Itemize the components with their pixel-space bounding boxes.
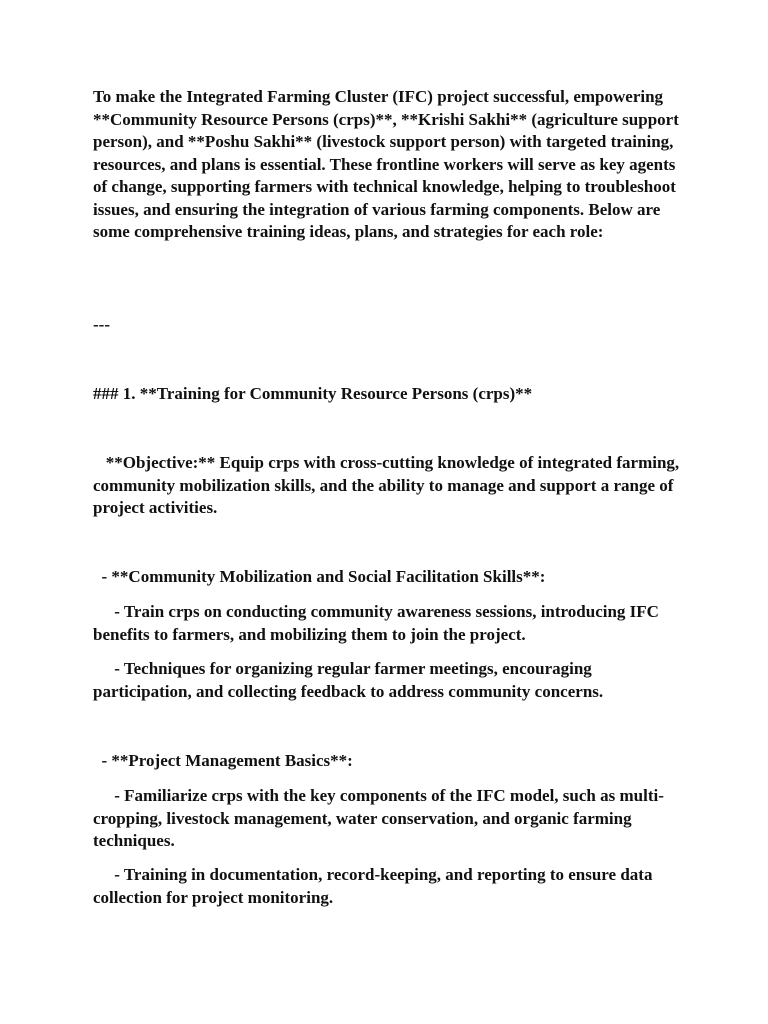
project-management-item-1: - Familiarize crps with the key components of the IFC model, such as multi-cropping, livestock management, water conservation, and organic farming techniques. bbox=[93, 786, 664, 850]
community-mobilization-title: - **Community Mobilization and Social Facilitation Skills**: bbox=[93, 567, 546, 586]
objective-paragraph: **Objective:** Equip crps with cross-cutting knowledge of integrated farming, community mobilization skills, and the ability to manage and support a range of project activities. bbox=[93, 453, 684, 517]
project-management-title: - **Project Management Basics**: bbox=[93, 751, 353, 770]
community-mobilization-item-1: - Train crps on conducting community awareness sessions, introducing IFC benefits to farmers, and mobilizing them to join the project. bbox=[93, 602, 664, 644]
separator: --- bbox=[93, 315, 110, 334]
project-management-item-2: - Training in documentation, record-keeping, and reporting to ensure data collection for project monitoring. bbox=[93, 865, 657, 907]
community-mobilization-item-2: - Techniques for organizing regular farmer meetings, encouraging participation, and collecting feedback to address community concerns. bbox=[93, 659, 604, 701]
intro-paragraph: To make the Integrated Farming Cluster (IFC) project successful, empowering **Community Resource Persons (crps)**, **Krishi Sakhi** (agriculture support person), and **Poshu Sakhi** (livestock support person) with targeted training, resources, and plans is essential. These frontline workers will serve as key agents of change, supporting farmers with technical knowledge, helping to troubleshoot issues, and ensuring the integration of various farming components. Below are some comprehensive training ideas, plans, and strategies for each role: bbox=[93, 87, 684, 241]
section-heading: ### 1. **Training for Community Resource Persons (crps)** bbox=[93, 384, 533, 403]
